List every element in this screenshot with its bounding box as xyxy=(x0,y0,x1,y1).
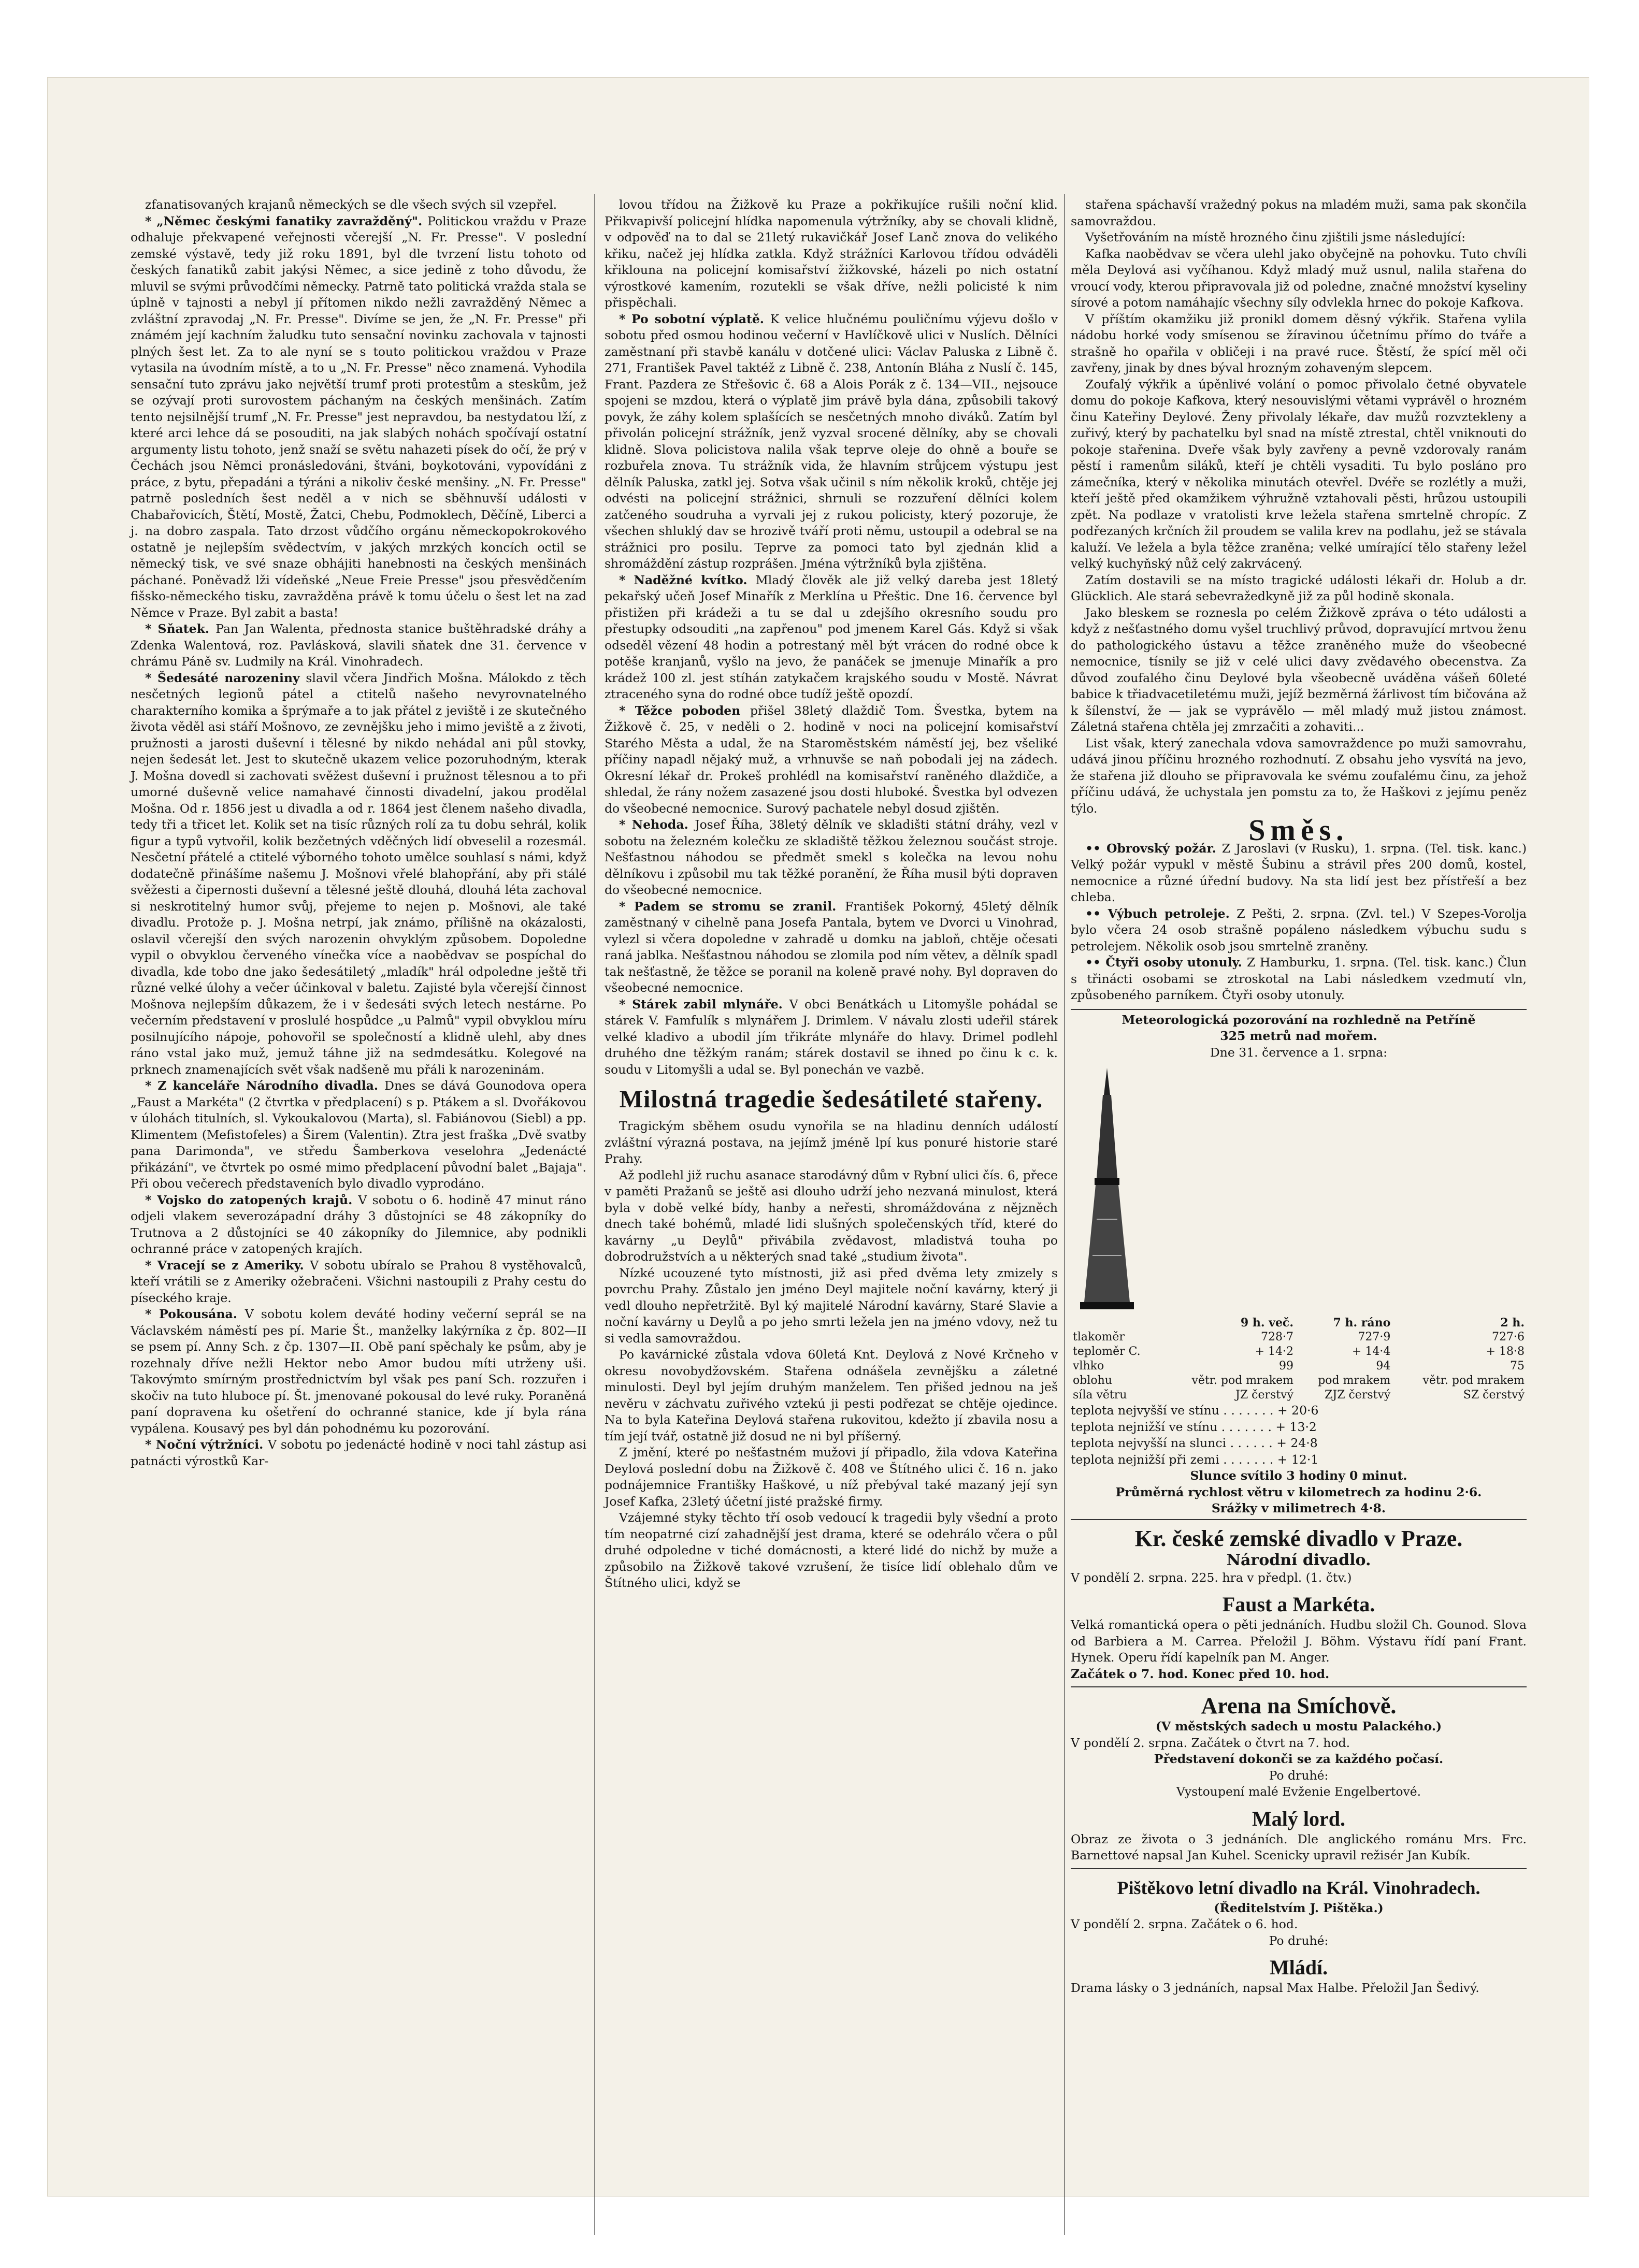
news-paragraph xyxy=(1071,311,1527,377)
news-paragraph xyxy=(605,899,1058,996)
news-text: František Pokorný, 45letý dělník zaměstnaný v cihelně pana Josefa Pantala, bytem ve Dvorci u Vinohrad, vylezl si včera dopoledne v zahradě u domku na jabloň, chtěje očesati raná jablka. Nešťastnou náhodou se zlomila pod ním větev, a dělník spadl tak nešťastně, že těžce se poranil na koleně pravé nohy. Byl dopraven do všeobecné nemocnice. xyxy=(605,899,1058,995)
news-headline: * Nehoda. xyxy=(619,817,695,832)
news-paragraph xyxy=(605,1118,1058,1167)
news-text: Tragickým sběhem osudu vynořila se na hladinu denních událostí zvláštní výrazná postava, na jejímž jméně lpí kus ponuré historie staré Prahy. xyxy=(605,1119,1058,1166)
meteo-cell: 99 xyxy=(1279,1360,1293,1373)
news-headline: * Z kanceláře Národního divadla. xyxy=(145,1078,385,1093)
news-paragraph xyxy=(605,817,1058,899)
arena-line: Po druhé: xyxy=(1269,1768,1329,1783)
theatre-play: Faust a Markéta. xyxy=(1222,1593,1375,1616)
arena-line: V pondělí 2. srpna. Začátek o čtvrt na 7. hod. xyxy=(1071,1735,1350,1750)
news-headline: * Vracejí se z Ameriky. xyxy=(145,1258,310,1273)
news-paragraph xyxy=(131,197,586,213)
pistek-line: Po druhé: xyxy=(1269,1933,1329,1948)
divider xyxy=(1071,1868,1527,1869)
news-paragraph xyxy=(605,311,1058,572)
meteo-row-label: teploměr C. xyxy=(1073,1345,1141,1358)
news-text: V sobotu o 6. hodině 47 minut ráno odjeli vlakem severozápadní dráhy 3 důstojníci se 48 zákopníky do Trutnova a 2 důstojníci se 40 zákopníky do Jilemnice, aby podnikli ochranné práce v zatopených krajích. xyxy=(131,1192,586,1256)
news-text: V obci Benátkách u Litomyšle pohádal se stárek V. Famfulík s mlynářem J. Drimlem. V návalu zlosti udeřil stárek velké kladivo a ubodil jím třikráte mlynáře do hlavy. Drimel podlehl druhého dne těžkým ranám; stárek dostavil se ihned po činu k c. k. soudu v Litomyšli a udal se. Byl ponechán ve vazbě. xyxy=(605,996,1058,1077)
news-text: Dnes se dává Gounodova opera „Faust a Markéta" (2 čtvrtka v předplacení) s p. Ptákem a sl. Dvořákovou v úlohách titulních, sl. Vykoukalovou (Marta), sl. Fabiánovou (Siebl) a pp. Klimentem (Mefistofeles) a Širem (Valentin). Ztra jest fraška „Dvě svatby pana Darimonda", ve středu Šamberkova veselohra „Jedenácté přikázání", ve čtvrtek po osmé mimo předplacení původní balet „Bajaja". Při obou večerech představeních bylo divadlo vyprodáno. xyxy=(131,1078,587,1191)
pistek-line: V pondělí 2. srpna. Začátek o 6. hod. xyxy=(1071,1917,1298,1931)
meteo-row-label: síla větru xyxy=(1073,1389,1127,1402)
meteo-cell: 727·6 xyxy=(1492,1331,1525,1344)
news-headline: * Po sobotní výplatě. xyxy=(619,311,770,326)
meteo-line: teplota nejvyšší na slunci . . . . . . + 24·8 xyxy=(1071,1436,1318,1450)
news-text: Po kavárnické zůstala vdova 60letá Knt. Deylová z Nové Krčneho v okresu novobydžovském. Stařena odnášela zevnějšku a záletné minulosti. Deyl byl jejím druhým manželem. Ten přišed jednou na ješ nevěru v záchvatu zuřivého vztekú ji pesti podřezat se chtěje ojedince. Na to byla Kateřina Deylová stařena rukovitou, kdežto jí zbavila nosu a tím její tvář, ostatně již dosud ne ni byl příšerný. xyxy=(605,1347,1058,1443)
news-text: Kafka naobědvav se včera ulehl jako obyčejně na pohovku. Tuto chvíli měla Deylová asi vyčíhanou. Když mladý muž usnul, nalila stařena do vroucí vody, kterou připravovala již od poledne, značné množství kyseliny sírové a potom namáhajíc všechny síly odvlekla hrnec do pokoje Kafkova. xyxy=(1071,246,1527,310)
news-text: stařena spáchavší vražedný pokus na mladém muži, sama pak skončila samovraždou. xyxy=(1071,197,1527,228)
news-text: V sobotu kolem deváté hodiny večerní seprál se na Václavském náměstí pes pí. Marie Št., manželky lakýrníka z čp. 802—II se psem pí. Anny Sch. z čp. 1307—II. Obě paní spěchaly ke psům, aby je rozehnaly dříve nežli Hektor nebo Amor budou míti utrženy uši. Takovýmto smírným prostřednictvím byl však pes paní Sch. rozzuřen i skočiv na tuto hluboce pí. Št. jmenované pokousal do levé ruky. Poraněná paní dopravena ku ošetření do ochranné stanice, kde jí byla rána vypálena. Kousavý pes byl dán pohodnému ku pozorování. xyxy=(131,1307,586,1436)
meteo-cell: ZJZ čerstvý xyxy=(1325,1389,1391,1402)
news-text: K velice hlučnému pouličnímu výjevu došlo v sobotu před osmou hodinou večerní v Havlíčkově ulici v Nuslích. Dělníci zaměstnaní při stavbě kanálu v dotčené ulici: Václav Paluska z Libně č. 271, František Pavel taktéž z Libně č. 238, Antonín Bláha z Nuslí č. 145, Frant. Pazdera ze Střešovic č. 68 a Alois Porák z č. 134—VII., nejsouce spojeni se mzdou, která o výplatě jim právě byla dána, způsobili takový povyk, že záhy kolem splašících se nesčetných mnoho diváků. Zatím byl přivolán policejní strážník, jenž vyzval srocené dělníky, aby se chovali klidně. Slova policistova nalila však teprve oleje do ohně a bouře se rozbuřela znova. Tu strážník vida, že hlavním strůjcem výstupu jest dělník Paluska, zatkl jej. Sotva však učinil s ním několik kroků, chtěje jej odvésti na policejní strážnici, shrnuli se rozzuření dělníci kolem zatčeného soudruha a vyrvali jej z rukou policisty, který pozoruje, že všechen shluklý dav se hrozivě tváří proti němu, ustoupil a odebral se na strážnici pro posilu. Teprve za pomoci tato byl zjednán klid a shromáždění zástup rozprášen. Jména výtržníků byla zjištěna. xyxy=(605,311,1058,571)
column-rule-1 xyxy=(594,194,595,2235)
meteo-line: teplota nejnižší ve stínu . . . . . . . + 13·2 xyxy=(1071,1419,1317,1434)
arena-title: Arena na Smíchově. xyxy=(1201,1693,1397,1718)
news-paragraph xyxy=(605,996,1058,1078)
news-paragraph xyxy=(1071,572,1527,605)
meteo-cell: 728·7 xyxy=(1261,1331,1293,1344)
news-paragraph xyxy=(605,1167,1058,1265)
news-text: V sobotu po jedenácté hodině v noci tahl zástup asi patnácti výrostků Kar- xyxy=(131,1437,586,1468)
meteo-line: Slunce svítilo 3 hodiny 0 minut. xyxy=(1190,1468,1407,1483)
column-rule-2 xyxy=(1064,194,1065,2235)
news-text: Až podlehl již ruchu asanace starodávný dům v Rybní ulici čís. 6, přece v paměti Pražanů se ještě asi dlouho udrží jeho nezvaná minulost, která byla v době velké bídy, hanby a neřesti, shromáždována z nějzněch dnech také bohémů, mladé lidi slušných společenských tříd, které do kavárny „u Deylů" přivábila zvědavost, mladistvá touha po dobrodružstvích a u některých snad také „studium života". xyxy=(605,1167,1058,1264)
meteo-subtitle: 325 metrů nad mořem. xyxy=(1220,1029,1377,1043)
meteo-cell: větr. pod mrakem xyxy=(1191,1374,1293,1387)
meteo-cell: 75 xyxy=(1510,1360,1525,1373)
news-paragraph xyxy=(131,670,586,1078)
meteo-line: teplota nejvyšší ve stínu . . . . . . . + 20·6 xyxy=(1071,1403,1319,1418)
news-paragraph xyxy=(1071,906,1527,955)
meteo-cell: SZ čerstvý xyxy=(1463,1389,1525,1402)
news-headline: * Noční výtržníci. xyxy=(145,1437,268,1452)
petrin-tower-image xyxy=(1076,1064,1138,1312)
news-headline: * „Němec českými fanatiky zavražděný". xyxy=(145,213,428,228)
meteo-col-header: 2 h. xyxy=(1500,1316,1525,1330)
meteo-cell: 94 xyxy=(1376,1360,1391,1373)
news-headline: * Šedesáté narozeniny xyxy=(145,670,306,685)
news-paragraph xyxy=(1071,246,1527,311)
news-paragraph xyxy=(605,197,1058,311)
news-text: Vyšetřováním na místě hrozného činu zjištili jsme následující: xyxy=(1085,230,1466,244)
news-paragraph xyxy=(605,572,1058,703)
news-paragraph xyxy=(605,1510,1058,1592)
theatre-desc: Velká romantická opera o pěti jednáních. Hudbu složil Ch. Gounod. Slova od Barbiera a M. Carrea. Přeložil J. Böhm. Výstavu řídí paní Frant. Hynek. Operu řídí kapelník pan M. Anger. xyxy=(1071,1617,1527,1665)
news-text: Politickou vraždu v Praze odhaluje překvapené veřejnosti včerejší „N. Fr. Presse". V poslední zemské výstavě, tedy již roku 1891, byl dle tvrzení listu tohoto od českých fanatiků zabit jakýsi Němec, a sice jedině z toho důvodu, že mluvil se svými průvodčími německy. Patrně tato politická vražda stala se úplně v tajnosti a nebyl jí přítomen nikdo nežli zavražděný Němec a zvláštní zpravodaj „N. Fr. Presse". Divíme se jen, že „N. Fr. Presse" při známém její kachním žaludku tuto sensační novinku zachovala v tajnosti plných šest let. Za to ale nyní se s touto politickou vraždou v Praze vytasila na úvodním místě, a to u „N. Fr. Presse" něco znamená. Vyhodila sensační tuto zprávu jako největší trumf proti protestům a steskům, jež se ozývají proti surovostem páchaným na českých menšinách. Zatím tento nejsilnější trumf „N. Fr. Presse" jest nepravdou, ba nestydatou lží, z které arci lehce dá se posouditi, na jak slabých nohách spočívají ostatní argumenty listu tohoto, jenž snaží se světu nahazeti písek do očí, že prý v Čechách jsou Němci pronásledováni, štváni, boykotováni, vypovídáni z práce, z bytu, přepadáni a týráni a nikoliv české menšiny. „N. Fr. Presse" patrně posledních šest neděl a v nich se sběhnuvší události v Chabařovicích, Štětí, Mostě, Žatci, Chebu, Podmoklech, Děčíně, Liberci a j. na dobro zaspala. Tato drzost vůdčího orgánu německopokrokového ostatně je nejlepším svědectvím, v jakých mrzkých koncích octil se německý tisk, ve své snaze obhájiti hanebnosti na českých menšinách páchané. Poněvadž lži vídeňské „Neue Freie Presse" jsou přesvědčením fišsko-německého tisku, zavražděna právě k tomu účelu o šest let na zad Němce v Praze. Byl zabit a basta! xyxy=(131,213,586,620)
meteo-line: teplota nejnižší při zemi . . . . . . . + 12·1 xyxy=(1071,1452,1319,1467)
meteo-cell: 727·9 xyxy=(1358,1331,1391,1344)
meteo-cell: + 18·8 xyxy=(1486,1345,1525,1358)
news-paragraph xyxy=(131,1078,586,1192)
news-headline: •• Obrovský požár. xyxy=(1085,841,1222,856)
theatre-times: Začátek o 7. hod. Konec před 10. hod. xyxy=(1071,1666,1330,1681)
news-paragraph xyxy=(1071,377,1527,572)
news-text: slavil včera Jindřich Mošna. Málokdo z těch nesčetných legionů pátel a ctitelů našeho nevyrovnatelného charakterního komika a šprýmaře a to jak přátel z jeviště i ze skutečného života věděl asi stáří Mošnovo, ze zevnějšku jeho i mimo jeviště a z životi, pružnosti a jarosti duševní i tělesné by nikdo nehádal ani půl stovky, nejen šedesát let. Jest to skutečně ukazem velice pozoruhodným, kterak J. Mošna dovedl si zachovati svěžest duševní i pružnost tělesnou a to při umorné duševně velice namahavé činnosti divadelní, jakou prodělal Mošna. Od r. 1856 jest u divadla a od r. 1864 jest členem našeho divadla, tedy tři a třicet let. Kolik set na tisíc různých rolí za tu dobu sehrál, kolik figur a typů vytvořil, kolik bezčetných vděčných lidí obveselil a rozesmál. Nesčetní přátelé a ctitelé výborného tohoto umělce souhlasí s námi, když dodatečně přinášíme našemu J. Mošnovi vřelé blahopřání, aby při stálé svěžesti a čipernosti duševní a tělesné ještě dlouhá, dlouhá léta zachoval si neskrotitelný humor svůj, přejeme to nejen p. Mošnovi, ale také divadlu. Protože p. J. Mošna netrpí, jak známo, přílišně na okázalosti, oslavil včerejší den svých narozenin ohvyklým způsobem. Dopoledne vypil o obvyklou červeného vínečka více a naobědvav se pospíchal do divadla, kde tobo dne jako šedesátiletý „mladík" hrál odpoledne ještě tři různé velké úlohy a večer účinkoval v baletu. Zajisté byla včerejší činnost Mošnova nejlepším důkazem, že i v šedesáti svých letech nestárne. Po večerním představení v proslulé hospůdce „u Palmů" vypil obvyklou míru posilnujícího nápoje, pohovořil se společností a klidně ulehl, aby dnes ráno vstal jako muž, jemuž táhne již na sedmdesátku. Kolegové na prknech znamenajících svět však nadšeně mu přáli k narozeninám. xyxy=(131,670,587,1077)
news-headline: * Stárek zabil mlynáře. xyxy=(619,996,789,1012)
news-text: Mladý člověk ale již velký dareba jest 18letý pekařský učeň Josef Minařík z Merklína u Přeštic. Dne 16. července byl přistižen při krádeži a tu se dal u zdejšího okresního soudu pro přestupky odsouditi „na zapřenou" pod jmenem Karel Gás. Když si však odseděl vězení 48 hodin a potrestaný měl být vrácen do rodné obce k potěše kranjanů, vyšlo na jevo, že panáček se jmenuje Minařík a pro krádež 100 zl. jest stíhán zatykačem krajského soudu v Mostě. Návrat ztraceného syna do rodné obce tudíž ještě opozdí. xyxy=(605,572,1058,701)
news-headline: * Padem se stromu se zranil. xyxy=(619,899,845,914)
news-headline: •• Výbuch petroleje. xyxy=(1085,906,1237,921)
news-text: Nízké ucouzené tyto místnosti, již asi před dvěma lety zmizely s povrchu Prahy. Zůstalo jen jméno Deyl majitele noční kavárny, který ji vedl dlouho nepřetržitě. Byl ký majitelé Národní kavárny, Staré Slavie a noční kavárny u Deylů a po jeho smrti ležela jen na jméno vdovy, než tu si vedla samovraždou. xyxy=(605,1265,1058,1346)
column-1 xyxy=(131,197,586,1469)
newspaper-page xyxy=(48,78,1589,2196)
arena-subtitle: (V městských sadech u mostu Palackého.) xyxy=(1155,1719,1442,1733)
article-title: Milostná tragedie šedesátileté stařeny. xyxy=(619,1086,1043,1113)
meteo-title: Meteorologická pozorování na rozhledně na Petříně xyxy=(1122,1012,1476,1027)
meteo-cell: + 14·4 xyxy=(1352,1345,1391,1358)
news-paragraph xyxy=(1071,735,1527,817)
meteo-col-header: 9 h. več. xyxy=(1240,1316,1293,1330)
meteo-cell: pod mrakem xyxy=(1318,1374,1391,1387)
news-paragraph xyxy=(605,703,1058,817)
news-paragraph xyxy=(605,1347,1058,1444)
theatre-subtitle: Národní divadlo. xyxy=(1226,1551,1371,1569)
news-text: lovou třídou na Žižkově ku Praze a pokřikujíce rušili noční klid. Přikvapivší policejní hlídka napomenula výtržníky, aby se chovali klidně, v odpověď na to dal se 21letý rukavičkář Josef Lanč znova do velikého křiku, načež jej hlídka zatkla. Když strážníci Karlovou třídou odváděli křiklouna na policejní komisařství žižkovské, házeli po nich ostatní výrostkové kamením, rozutekli se však dříve, nežli policisté k nim přispěchali. xyxy=(605,197,1058,310)
meteo-table xyxy=(1071,1316,1527,1403)
news-paragraph xyxy=(131,1437,586,1469)
meteo-box xyxy=(1071,1009,1527,1520)
news-text: Zoufalý výkřik a úpěnlivé volání o pomoc přivolalo četné obyvatele domu do pokoje Kafkova, který nesouvislými větami vyprávěl o hrozném činu Kateřiny Deylové. Ženy přivolaly lékaře, dav mužů rozvztekleny a zuřivý, který by pachatelku byl snad na místě ztrestal, chtěl vniknouti do pokoje stařenina. Dveře však byly zavřeny a pevně vzdorovaly ranám pěstí i ramenům siláků, kteří je chtěli vysaditi. Tu bylo posláno pro zámečníka, který v několika minutách otevřel. Dvéře se rozlétly a muži, kteří ještě před okamžikem výhružně vztahovali pěsti, hrůzou ustoupili zpět. Na podlaze v vratolisti krve ležela stařena smrtelně chropíc. Z podřezaných krčních žil proudem se valila krev na podlahu, jež se stávala kaluží. Ve ležela a byla těžce zraněna; velké umírající tělo stařeny ležel velký kuchyňský nůž celý zakrvácený. xyxy=(1071,377,1527,571)
news-text: Josef Říha, 38letý dělník ve skladišti státní dráhy, vezl v sobotu na železném kolečku ze skladiště těžkou železnou součást stroje. Nešťastnou náhodou se předmět smekl s kolečka na levou nohu dělníkovu i způsobil mu tak těžké poranění, že Říha musil býti dopraven do všeobecné nemocnice. xyxy=(605,817,1058,897)
news-text: přišel 38letý dlaždič Tom. Švestka, bytem na Žižkově č. 25, v neděli o 2. hodině v noci na policejní komisařství Starého Města a udal, že na Staroměstském náměstí jej, bez všeliké příčiny napadl nějaký muž, a vrhnuvše se naň pobodali jej na zádech. Okresní lékař dr. Prokeš prohlédl na komisařství raněného dlaždiče, a shledal, že rány nožem zasazené jsou dosti hluboké. Švestka byl odvezen do všeobecné nemocnice. Surový pachatele nebyl dosud zjištěn. xyxy=(605,703,1058,816)
theatre-title: Kr. české zemské divadlo v Praze. xyxy=(1134,1525,1463,1551)
arena-play: Malý lord. xyxy=(1252,1807,1345,1830)
theatre-line: V pondělí 2. srpna. 225. hra v předpl. (1. čtv.) xyxy=(1071,1570,1352,1585)
news-paragraph xyxy=(1071,841,1527,906)
news-text: Vzájemné styky těchto tří osob vedoucí k tragedii byly všední a proto tím neopatrné cizí zahadnější jest drama, které se odehrálo včera o půl druhé odpoledne v tiché domácnosti, a které lidé do nichž by muže a způsobilo na Žižkově takové vzrušení, že tisíce lidí oblehalo dům ve Štítného ulici, když se xyxy=(605,1510,1058,1590)
news-paragraph xyxy=(1071,229,1527,246)
news-paragraph xyxy=(131,1258,586,1307)
meteo-row-label: vlhko xyxy=(1073,1360,1104,1373)
news-headline: •• Čtyři osoby utonuly. xyxy=(1085,955,1247,970)
news-text: V sobotu ubíralo se Prahou 8 vystěhovalců, kteří vrátili se z Ameriky ožebračeni. Všichni nastoupili z Prahy cestu do píseckého kraje. xyxy=(131,1258,586,1305)
news-headline: * Naděžné kvítko. xyxy=(619,572,756,587)
news-paragraph xyxy=(131,1192,586,1258)
news-paragraph xyxy=(605,1444,1058,1510)
news-headline: * Sňatek. xyxy=(145,622,216,636)
news-paragraph xyxy=(1071,605,1527,735)
news-paragraph xyxy=(131,621,586,670)
meteo-cell: JZ čerstvý xyxy=(1235,1389,1293,1402)
meteo-col-header: 7 h. ráno xyxy=(1333,1316,1391,1330)
news-headline: * Těžce poboden xyxy=(619,703,750,718)
news-text: Jako bleskem se roznesla po celém Žižkově zpráva o této události a když z nešťastného domu vyšel truchlivý průvod, dopravující mrtvou ženu do pathologického ústavu a těžce zraněného muže do všeobecné nemocnice, tísnily se již v celé ulici davy zvědavého obecenstva. Za důvod zoufalého činu Deylové byla všeobecně uváděna vášeň 60leté babice k třiadvacetiletému muži, jejíž bezměrná žárlivost tím bičována až k šílenství, že — jak se vyprávělo — měl mladý muž jistou známost. Záletná stařena chtěla jej zmrzačiti a zohaviti... xyxy=(1071,605,1527,734)
meteo-line: Průměrná rychlost větru v kilometrech za hodinu 2·6. xyxy=(1115,1484,1482,1499)
news-headline: * Pokousána. xyxy=(145,1307,245,1321)
news-text: Z Pešti, 2. srpna. (Zvl. tel.) V Szepes-Vorolja bylo včera 24 osob strašně popáleno následkem výbuchu sudu s petrolejem. Několik osob jsou smrtelně zraněny. xyxy=(1071,906,1527,954)
news-text: Z jmění, které po nešťastném mužovi jí připadlo, žila vdova Kateřina Deylová poslední dobu na Žižkově č. 408 ve Štítného ulici č. 16 n. jako podnájemnice Františky Haškové, u níž přebýval také mazaný její syn Josef Kafka, 23letý účetní jisté pražské firmy. xyxy=(605,1445,1058,1509)
divider xyxy=(1071,1686,1527,1687)
pistek-subtitle: (Ředitelstvím J. Pištěka.) xyxy=(1214,1900,1384,1915)
meteo-row-label: tlakoměr xyxy=(1073,1331,1125,1344)
pistek-title: Pištěkovo letní divadlo na Král. Vinohradech. xyxy=(1117,1877,1480,1898)
meteo-row-label: oblohu xyxy=(1073,1374,1112,1387)
meteo-date: Dne 31. července a 1. srpna: xyxy=(1210,1045,1388,1060)
news-text: Z Jaroslavi (v Rusku), 1. srpna. (Tel. tisk. kanc.) Velký požár vypukl v městě Šubinu a strávil přes 200 domů, kostel, nemocnice a různé úřední budovy. Na sta lidí jest bez přístřeší a bez chleba. xyxy=(1071,841,1527,904)
news-paragraph xyxy=(131,1306,586,1437)
news-text: Zatím dostavili se na místo tragické události lékaři dr. Holub a dr. Glücklich. Ale stará sebevražedkyně již za půl hodině skonala. xyxy=(1071,572,1527,603)
news-text: List však, který zanechala vdova samovraždence po muži samovrahu, udává jinou příčinu hrozného rozhodnutí. Z obsahu jeho vysvítá na jevo, že stařena již dlouho se připravovala ke svému zoufalému činu, za jehož příčinu udává, že uchystala jen pomstu za to, že Haškovi z jejímu peněz týlo. xyxy=(1071,735,1527,816)
news-text: zfanatisovaných krajanů německých se dle všech svých sil vzepřel. xyxy=(145,197,557,212)
arena-line: Představení dokonči se za každého počasí. xyxy=(1154,1752,1444,1766)
news-text: V příštím okamžiku již pronikl domem děsný výkřik. Stařena vylila nádobu horké vody smísenou se žíravinou účetnímu přímo do tváře a strašně ho opařila v obličeji i na pravé ruce. Štěstí, že spící měl oči zavřeny, jinak by dnes býval hrozným zohaveným slepcem. xyxy=(1071,311,1527,375)
column-3 xyxy=(1071,197,1527,1997)
news-text: Z Hamburku, 1. srpna. (Tel. tisk. kanc.) Člun s třinácti osobami se ztroskotal na Labi následkem vzedmutí vln, způsobeného parníkem. Čtyři osoby utonuly. xyxy=(1071,955,1527,1002)
meteo-line: Srážky v milimetrech 4·8. xyxy=(1211,1501,1386,1515)
column-2 xyxy=(605,197,1058,1592)
news-paragraph xyxy=(605,1265,1058,1347)
meteo-cell: větr. pod mrakem xyxy=(1422,1374,1525,1387)
news-text: Pan Jan Walenta, přednosta stanice buštěhradské dráhy a Zdenka Walentová, roz. Pavlásková, slavili sňatek dne 31. července v chrámu Páně sv. Ludmily na Král. Vinohradech. xyxy=(131,622,586,669)
arena-desc: Obraz ze života o 3 jednáních. Dle anglického románu Mrs. Frc. Barnettové napsal Jan Kuhel. Scenicky upravil režisér Jan Kubík. xyxy=(1071,1831,1527,1862)
news-paragraph xyxy=(131,213,586,622)
news-paragraph xyxy=(1071,197,1527,229)
news-headline: * Vojsko do zatopených krajů. xyxy=(145,1192,358,1207)
meteo-cell: + 14·2 xyxy=(1255,1345,1293,1358)
arena-line: Vystoupení malé Evženie Engelbertové. xyxy=(1176,1784,1421,1799)
pistek-play: Mládí. xyxy=(1269,1956,1328,1979)
pistek-desc: Drama lásky o 3 jednáních, napsal Max Halbe. Přeložil Jan Šedivý. xyxy=(1071,1981,1479,1995)
news-paragraph xyxy=(1071,955,1527,1004)
section-title: Směs. xyxy=(1248,813,1349,847)
